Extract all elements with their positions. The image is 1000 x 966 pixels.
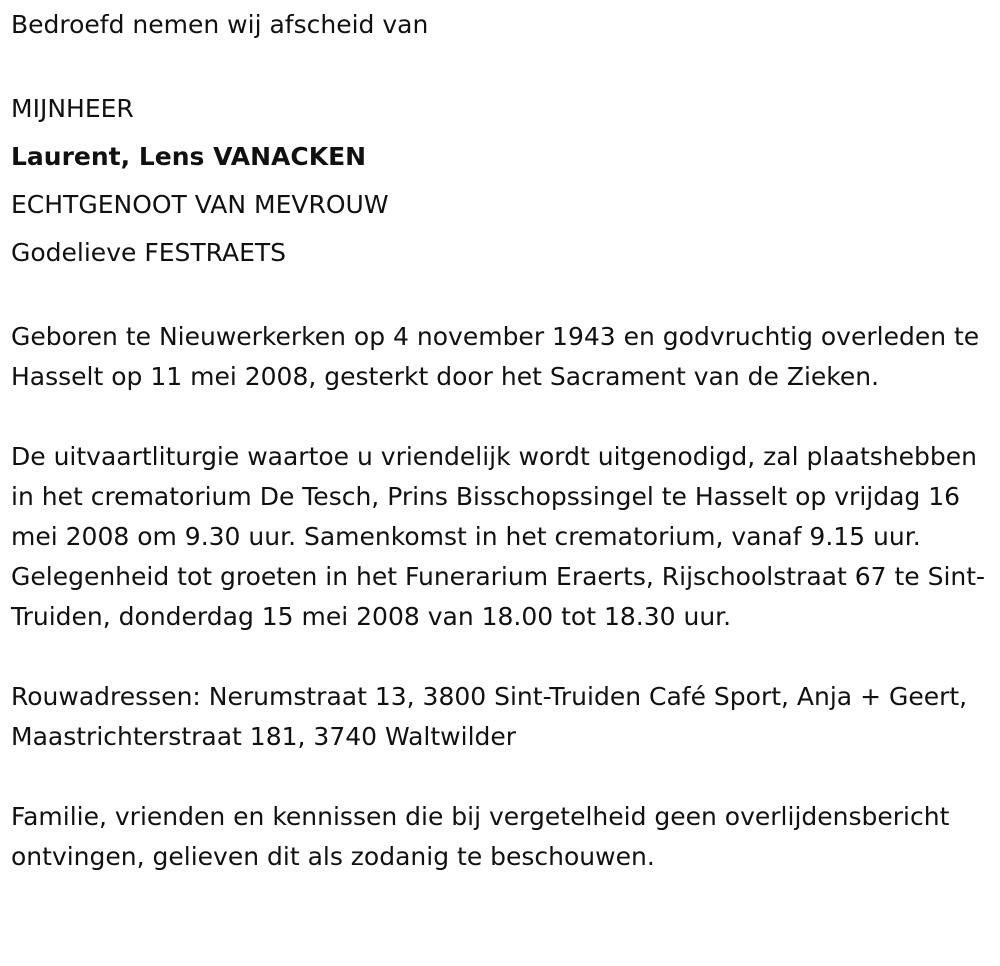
spouse-label: ECHTGENOOT VAN MEVROUW bbox=[11, 190, 389, 219]
spacer bbox=[11, 45, 991, 85]
deceased-name: Laurent, Lens VANACKEN bbox=[11, 142, 367, 171]
birth-death-paragraph: Geboren te Nieuwerkerken op 4 november 1943 en godvruchtig overleden te Hasselt op 11 mei 2008, gesterkt door het Sacrament van de Zieken. bbox=[11, 322, 980, 391]
spacer bbox=[11, 637, 991, 677]
obituary-notice bbox=[11, 5, 991, 877]
funeral-paragraph: De uitvaartliturgie waartoe u vriendelijk wordt uitgenodigd, zal plaatshebben in het crematorium De Tesch, Prins Bisschopssingel te Hasselt op vrijdag 16 mei 2008 om 9.30 uur. Samenkomst in het crematorium, vanaf 9.15 uur. Gelegenheid tot groeten in het Funerarium Eraerts, Rijschoolstraat 67 te Sint-Truiden, donderdag 15 mei 2008 van 18.00 tot 18.30 uur. bbox=[11, 442, 986, 631]
addresses-paragraph: Rouwadressen: Nerumstraat 13, 3800 Sint-Truiden Café Sport, Anja + Geert, Maastrichterstraat 181, 3740 Waltwilder bbox=[11, 682, 968, 751]
intro-text: Bedroefd nemen wij afscheid van bbox=[11, 10, 429, 39]
honorific-title: MIJNHEER bbox=[11, 94, 134, 123]
spacer bbox=[11, 757, 991, 797]
closing-paragraph: Familie, vrienden en kennissen die bij vergetelheid geen overlijdensbericht ontvingen, gelieven dit als zodanig te beschouwen. bbox=[11, 802, 950, 871]
spouse-name: Godelieve FESTRAETS bbox=[11, 238, 287, 267]
spacer bbox=[11, 397, 991, 437]
spacer bbox=[11, 277, 991, 317]
